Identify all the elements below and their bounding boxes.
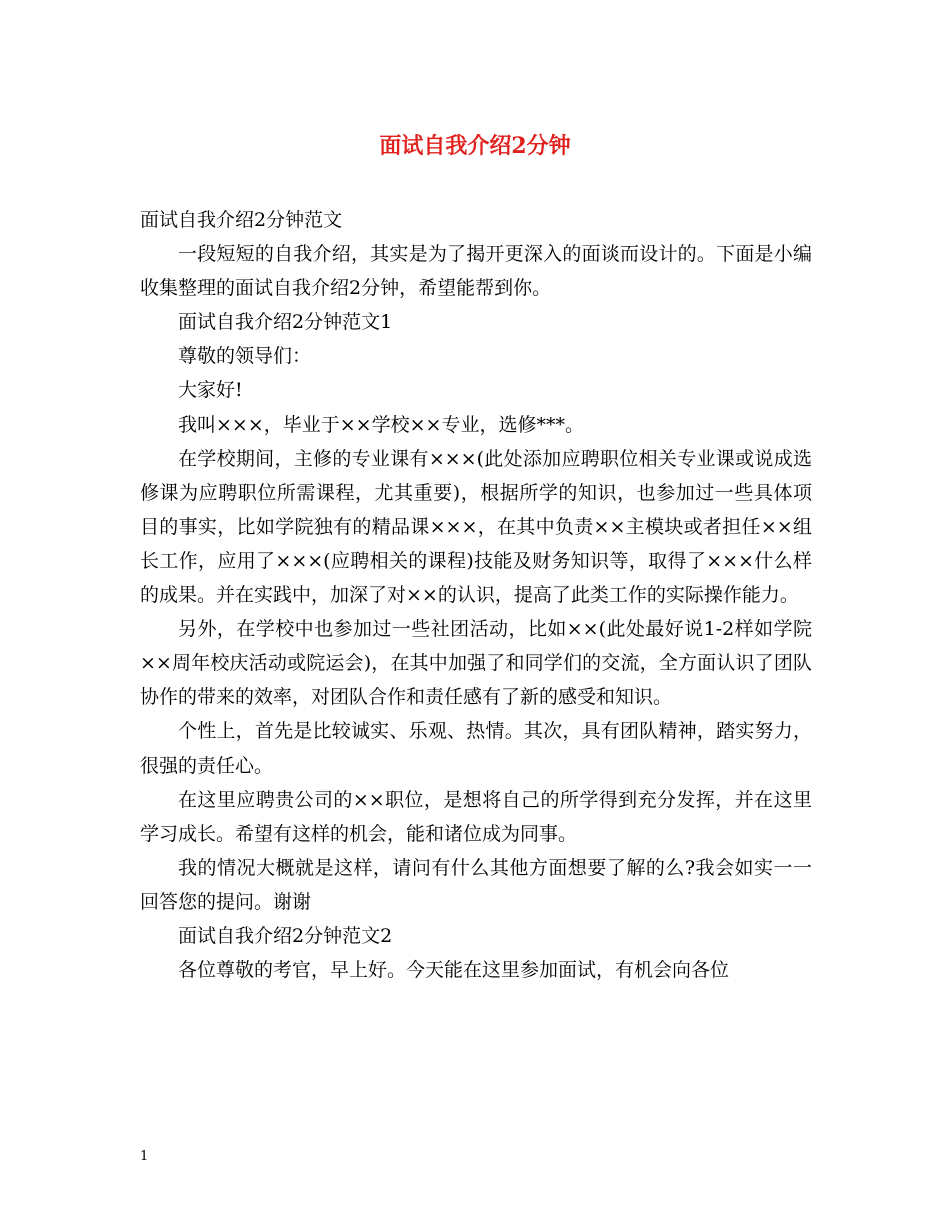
paragraph: 个性上，首先是比较诚实、乐观、热情。其次，具有团队精神，踏实努力，很强的责任心。 <box>140 720 812 777</box>
paragraph: 另外，在学校中也参加过一些社团活动，比如××(此处最好说1-2样如学院××周年校庆活动或院运会)，在其中加强了和同学们的交流，全方面认识了团队协作的带来的效率，对团队合作和责任感有了新的感受和知识。 <box>140 618 812 709</box>
section-heading: 面试自我介绍2分钟范文1 <box>178 311 393 334</box>
paragraph: 一段短短的自我介绍，其实是为了揭开更深入的面谈而设计的。下面是小编收集整理的面试自我介绍2分钟，希望能帮到你。 <box>140 243 812 300</box>
page-number: 1 <box>140 1149 149 1164</box>
document-body <box>140 203 812 987</box>
paragraph: 在这里应聘贵公司的××职位，是想将自己的所学得到充分发挥，并在这里学习成长。希望有这样的机会，能和诸位成为同事。 <box>140 788 812 845</box>
paragraph: 我的情况大概就是这样，请问有什么其他方面想要了解的么?我会如实一一回答您的提问。谢谢 <box>140 856 812 913</box>
paragraph: 面试自我介绍2分钟范文 <box>140 209 343 231</box>
paragraph: 大家好! <box>178 379 243 402</box>
paragraph: 我叫×××，毕业于××学校××专业，选修***。 <box>178 413 584 436</box>
document-title: 面试自我介绍2分钟 <box>379 133 571 159</box>
paragraph: 尊敬的领导们： <box>178 345 312 368</box>
paragraph: 在学校期间，主修的专业课有×××(此处添加应聘职位相关专业课或说成选修课为应聘职位所需课程，尤其重要)，根据所学的知识，也参加过一些具体项目的事实，比如学院独有的精品课×××，在其中负责××主模块或者担任××组长工作，应用了×××(应聘相关的课程)技能及财务知识等，取得了×××什么样的成果。并在实践中，加深了对××的认识，提高了此类工作的实际操作能力。 <box>140 447 812 607</box>
section-heading: 面试自我介绍2分钟范文2 <box>178 924 393 947</box>
paragraph: 各位尊敬的考官，早上好。今天能在这里参加面试，有机会向各位 <box>178 959 730 982</box>
